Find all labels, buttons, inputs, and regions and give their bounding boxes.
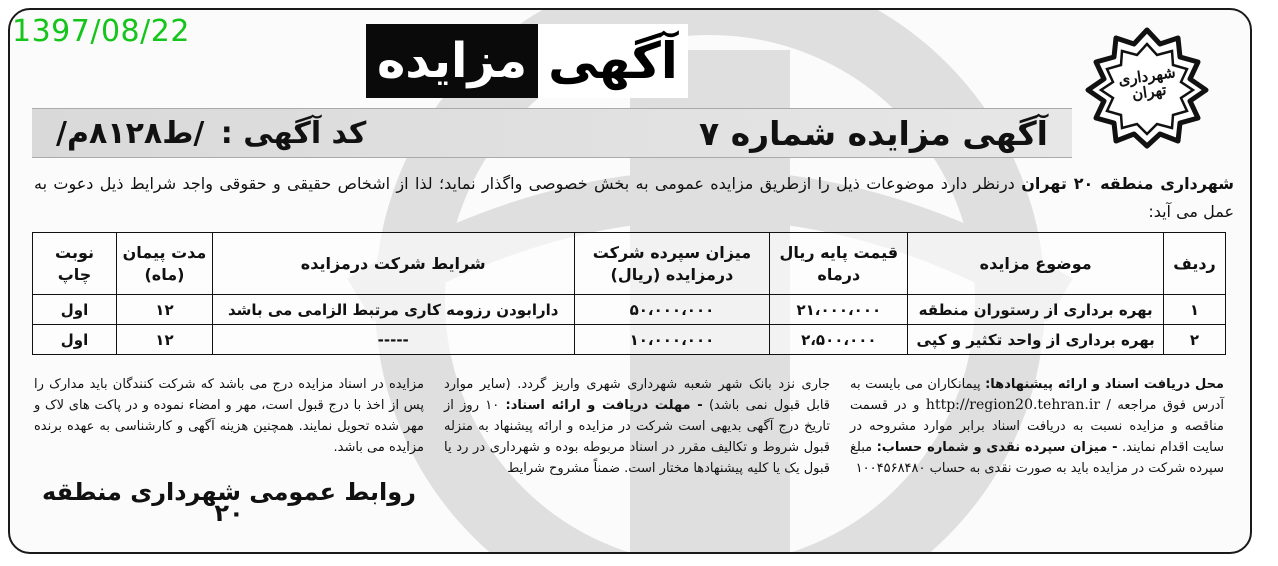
header-base-price: قیمت پایه ریال درماه [770,233,908,295]
region-website-link[interactable]: http://region20.tehran.ir [925,397,1101,413]
cell-print-turn: اول [33,295,117,325]
column-documents [850,374,1224,534]
auction-table [32,232,1226,355]
header-conditions: شرایط شرکت درمزایده [212,233,574,295]
conditions-text: مزایده در اسناد مزایده درج می باشد که شرکت کنندگان باید مدارک را پس از اخذ با درج قبول است، مهر و امضاء نموده و در پاکت های لاک و مهر شده تحویل نمایند. همچنین هزینه آگهی و کارشناسی به عهده برنده مزایده می باشد. [34,377,424,455]
ad-code-label: کد آگهی : [220,115,367,151]
header-row-number: ردیف [1164,233,1226,295]
header-subject: موضوع مزایده [908,233,1164,295]
documents-text: پیمانکاران می بایست به آدرس فوق مراجعه / [850,377,1224,413]
ad-title: آگهی مزایده شماره ۷ [699,113,1048,153]
table-header-row [33,233,1226,295]
bank-text: جاری نزد بانک شهر شعبه شهرداری شهری واریز گردد. (سایر موارد قابل قبول نمی باشد) [444,377,831,413]
banner [366,24,688,98]
date-stamp: 1397/08/22 [12,14,190,49]
cell-contract-duration: ۱۲ [117,325,213,355]
logo-text: شهرداری تهران [1117,63,1177,104]
header-deposit: میزان سپرده شرکت درمزایده (ریال) [574,233,770,295]
ad-code-value: /ط۸۱۲۸م/ [56,115,205,151]
table-row [33,295,1226,325]
cell-deposit: ۱۰،۰۰۰،۰۰۰ [574,325,770,355]
ad-code [56,116,372,151]
deposit-heading: - میزان سپرده نقدی و شماره حساب: [876,440,1118,455]
cell-conditions: دارابودن رزومه کاری مرتبط الزامی می باشد [212,295,574,325]
column-deadline [444,374,830,534]
banner-word-mozayede: مزایده [366,24,538,98]
cell-row-number: ۱ [1164,295,1226,325]
header-print-turn: نوبت چاپ [33,233,117,295]
cell-conditions: ----- [212,325,574,355]
intro-text: درنظر دارد موضوعات ذیل را ازطریق مزایده عمومی به بخش خصوصی واگذار نماید؛ لذا از اشخاص حقیقی و حقوقی واجد شرایط ذیل دعوت به عمل می آید: [34,174,1234,221]
intro-paragraph [34,170,1234,226]
banner-word-agahi: آگهی [538,24,688,98]
cell-base-price: ۲،۵۰۰،۰۰۰ [770,325,908,355]
title-band [32,108,1072,158]
cell-base-price: ۲۱،۰۰۰،۰۰۰ [770,295,908,325]
documents-heading: محل دریافت اسناد و ارائه پیشنهادها: [985,377,1224,392]
cell-print-turn: اول [33,325,117,355]
public-relations-signature: روابط عمومی شهرداری منطقه ۲۰ [41,478,416,527]
column-conditions [34,374,424,534]
cell-subject: بهره برداری از واحد تکثیر و کپی [908,325,1164,355]
intro-organization: شهرداری منطقه ۲۰ تهران [1021,174,1235,193]
details-columns [34,374,1224,534]
deadline-heading: - مهلت دریافت و ارائه اسناد: [505,398,703,413]
cell-row-number: ۲ [1164,325,1226,355]
cell-deposit: ۵۰،۰۰۰،۰۰۰ [574,295,770,325]
table-row [33,325,1226,355]
header-contract-duration: مدت پیمان (ماه) [117,233,213,295]
cell-subject: بهره برداری از رستوران منطقه [908,295,1164,325]
deadline-text: ۱۰ روز از تاریخ درج آگهی بدیهی است شرکت در مزایده و ارائه پیشنهاد به منزله قبول شروط و تکالیف مقرر در اسناد مربوطه بوده و شهرداری در رد یا قبول یک یا کلیه پیشنهادها مختار است. ضمناً مشروح شرایط [444,398,830,476]
documents-text-2: و در قسمت مناقصه و مزایده نسبت به دریافت اسناد برابر موارد مشروحه در سایت اقدام نمایند. [850,398,1225,455]
deposit-text: مبلغ سپرده شرکت در مزایده باید به صورت نقدی به حساب ۱۰۰۴۵۶۸۴۸۰ [850,440,1224,476]
cell-contract-duration: ۱۲ [117,295,213,325]
